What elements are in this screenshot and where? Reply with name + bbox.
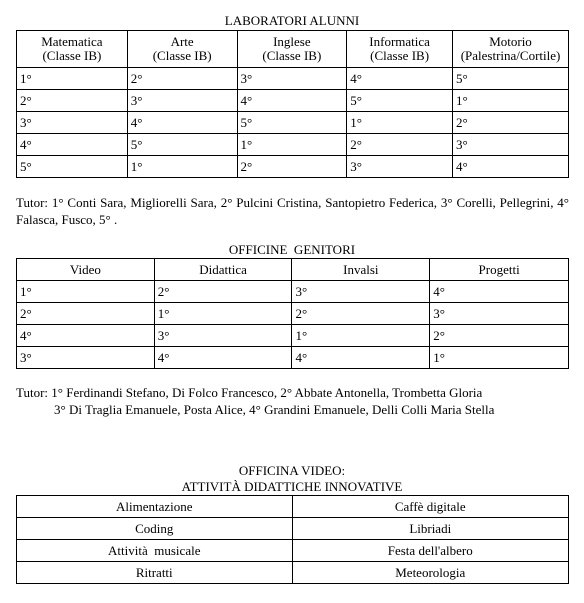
table-cell: 1° — [17, 281, 155, 303]
table-cell: 5° — [347, 90, 453, 112]
lab-alunni-title: LABORATORI ALUNNI — [224, 13, 360, 28]
table-cell: 4° — [17, 134, 128, 156]
table-cell: Alimentazione — [17, 496, 293, 518]
table-cell: Caffè digitale — [292, 496, 568, 518]
officine-genitori-table — [16, 258, 569, 369]
table-cell: 3° — [292, 281, 430, 303]
column-header: Matematica (Classe IB) — [17, 31, 128, 68]
table-cell: 3° — [17, 347, 155, 369]
table-cell: 2° — [292, 303, 430, 325]
officine-genitori-title: OFFICINE GENITORI — [228, 242, 356, 257]
table-cell: 1° — [237, 134, 347, 156]
table-cell: 4° — [430, 281, 569, 303]
table-cell: 4° — [17, 325, 155, 347]
table-row — [17, 562, 569, 584]
table-cell: Ritratti — [17, 562, 293, 584]
table-cell: 1° — [17, 68, 128, 90]
table-row — [17, 496, 569, 518]
table-cell: Attività musicale — [17, 540, 293, 562]
table-cell: 2° — [154, 281, 292, 303]
table-row — [17, 540, 569, 562]
table-row — [17, 90, 569, 112]
table-cell: Meteorologia — [292, 562, 568, 584]
table-cell: 2° — [127, 68, 237, 90]
table-header-row — [17, 259, 569, 281]
table-cell: 3° — [127, 90, 237, 112]
table-row — [17, 325, 569, 347]
table-cell: 3° — [347, 156, 453, 178]
table-cell: 4° — [292, 347, 430, 369]
table-cell: 1° — [292, 325, 430, 347]
column-header: Informatica (Classe IB) — [347, 31, 453, 68]
table-cell: 3° — [430, 303, 569, 325]
table-cell: 4° — [127, 112, 237, 134]
table-cell: Coding — [17, 518, 293, 540]
officina-video-title: OFFICINA VIDEO: — [238, 463, 346, 478]
tutor-line: Tutor: 1° Ferdinandi Stefano, Di Folco Francesco, 2° Abbate Antonella, Trombetta Gloria — [16, 385, 483, 400]
table-cell: 2° — [347, 134, 453, 156]
table-cell: 1° — [154, 303, 292, 325]
column-header: Didattica — [154, 259, 292, 281]
officina-video-table — [16, 495, 569, 584]
table-cell: 2° — [237, 156, 347, 178]
lab-alunni-table — [16, 30, 569, 178]
officina-video-subtitle: ATTIVITÀ DIDATTICHE INNOVATIVE — [181, 479, 403, 494]
table-cell: 3° — [237, 68, 347, 90]
table-cell: Libriadi — [292, 518, 568, 540]
table-cell: 1° — [127, 156, 237, 178]
table-row — [17, 156, 569, 178]
table-cell: 2° — [430, 325, 569, 347]
table-cell: 4° — [154, 347, 292, 369]
table-row — [17, 68, 569, 90]
table-cell: 5° — [453, 68, 569, 90]
table-cell: 4° — [453, 156, 569, 178]
table-cell: 5° — [237, 112, 347, 134]
table-row — [17, 112, 569, 134]
table-cell: 3° — [154, 325, 292, 347]
column-header: Video — [17, 259, 155, 281]
table-cell: 5° — [127, 134, 237, 156]
table-row — [17, 518, 569, 540]
table-row — [17, 347, 569, 369]
lab-alunni-tutor-text: Tutor: 1° Conti Sara, Migliorelli Sara, 2° Pulcini Cristina, Santopietro Federica, 3° Corelli, Pellegrini, 4° Falasca, Fusco, 5° . — [16, 195, 569, 227]
column-header: Motorio (Palestrina/Cortile) — [453, 31, 569, 68]
table-cell: 2° — [17, 303, 155, 325]
table-row — [17, 303, 569, 325]
column-header: Inglese (Classe IB) — [237, 31, 347, 68]
table-cell: Festa dell'albero — [292, 540, 568, 562]
table-cell: 2° — [17, 90, 128, 112]
table-cell: 1° — [453, 90, 569, 112]
table-cell: 2° — [453, 112, 569, 134]
officine-genitori-tutor-text — [16, 384, 576, 418]
table-cell: 1° — [347, 112, 453, 134]
table-row — [17, 134, 569, 156]
table-cell: 1° — [430, 347, 569, 369]
table-cell: 3° — [453, 134, 569, 156]
column-header: Arte (Classe IB) — [127, 31, 237, 68]
column-header: Invalsi — [292, 259, 430, 281]
table-cell: 5° — [17, 156, 128, 178]
table-cell: 4° — [347, 68, 453, 90]
table-row — [17, 281, 569, 303]
column-header: Progetti — [430, 259, 569, 281]
table-cell: 4° — [237, 90, 347, 112]
table-cell: 3° — [17, 112, 128, 134]
tutor-line: 3° Di Traglia Emanuele, Posta Alice, 4° Grandini Emanuele, Delli Colli Maria Stella — [54, 402, 495, 417]
table-header-row — [17, 31, 569, 68]
